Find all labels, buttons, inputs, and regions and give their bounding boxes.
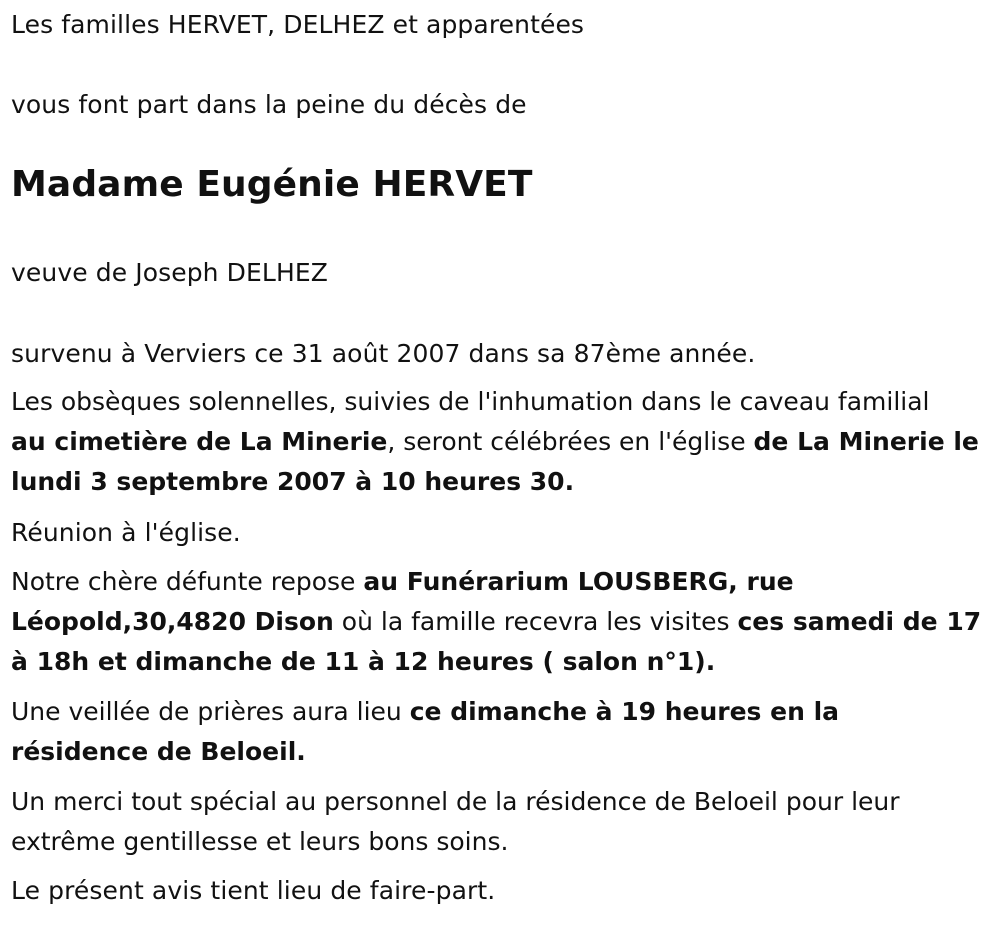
funeral-church: de La Minerie le <box>753 427 979 456</box>
thanks-line-1: Un merci tout spécial au personnel de la résidence de Beloeil pour leur <box>11 787 900 816</box>
thanks-line-2: extrême gentillesse et leurs bons soins. <box>11 827 509 856</box>
vigil-paragraph <box>11 692 996 772</box>
death-info-line: survenu à Verviers ce 31 août 2007 dans sa 87ème année. <box>11 339 756 368</box>
meeting-line: Réunion à l'église. <box>11 518 241 547</box>
families-line: Les familles HERVET, DELHEZ et apparentées <box>11 10 585 39</box>
widow-line: veuve de Joseph DELHEZ <box>11 258 328 287</box>
rest-text: Notre chère défunte repose <box>11 567 364 596</box>
vigil-text: Une veillée de prières aura lieu <box>11 697 410 726</box>
rest-visits-time: ces samedi de 17 <box>737 607 982 636</box>
thanks-paragraph <box>11 782 996 862</box>
vigil-line-1 <box>11 692 996 732</box>
rest-line-1 <box>11 562 996 602</box>
funeral-line-2 <box>11 422 996 462</box>
rest-paragraph <box>11 562 996 682</box>
rest-line-3 <box>11 642 996 682</box>
funeral-date: lundi 3 septembre 2007 à 10 heures 30. <box>11 467 575 496</box>
rest-line-2 <box>11 602 996 642</box>
rest-address: Léopold,30,4820 Dison <box>11 607 334 636</box>
closing-line: Le présent avis tient lieu de faire-part. <box>11 876 496 905</box>
funeral-text: , seront célébrées en l'église <box>387 427 754 456</box>
rest-place: au Funérarium LOUSBERG, rue <box>363 567 794 596</box>
vigil-line-2 <box>11 732 996 772</box>
vigil-time: ce dimanche à 19 heures en la <box>409 697 840 726</box>
announcement-line: vous font part dans la peine du décès de <box>11 90 527 119</box>
funeral-paragraph <box>11 382 996 502</box>
deceased-name: Madame Eugénie HERVET <box>11 164 533 205</box>
funeral-line-3 <box>11 462 996 502</box>
vigil-place: résidence de Beloeil. <box>11 737 306 766</box>
rest-visits-time-2: à 18h et dimanche de 11 à 12 heures ( salon n°1). <box>11 647 716 676</box>
funeral-place: au cimetière de La Minerie <box>11 427 388 456</box>
funeral-line-1: Les obsèques solennelles, suivies de l'inhumation dans le caveau familial <box>11 387 930 416</box>
rest-visits-text: où la famille recevra les visites <box>333 607 738 636</box>
